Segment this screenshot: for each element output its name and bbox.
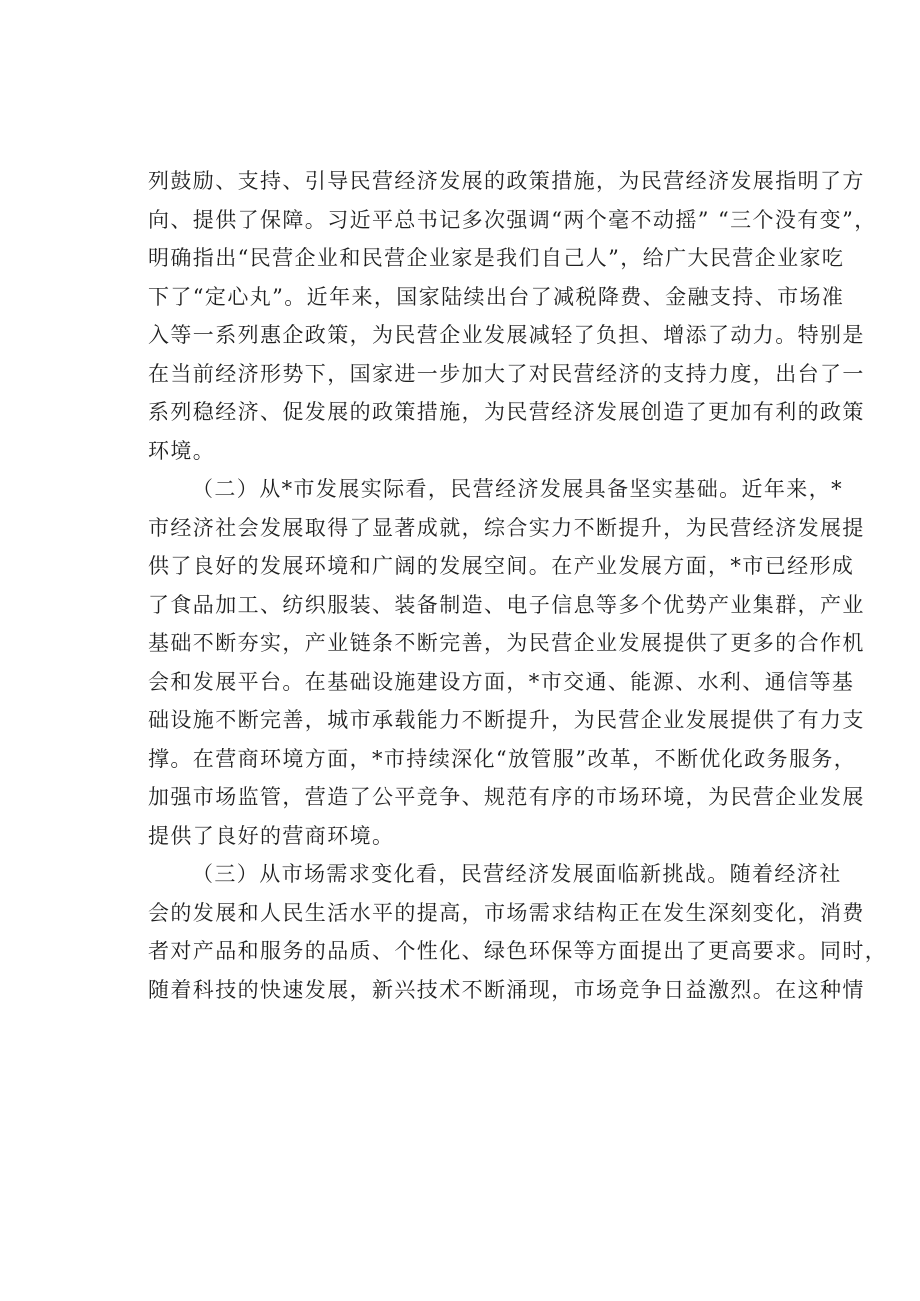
text-line: 明确指出“民营企业和民营企业家是我们自己人”，给广大民营企业家吃 (148, 246, 845, 270)
paragraph-local-development (148, 470, 865, 855)
paragraph-policy-support (148, 162, 877, 470)
text-line: 加强市场监管，营造了公平竞争、规范有序的市场环境，为民营企业发展 (148, 785, 865, 809)
text-line: 基础不断夯实，产业链条不断完善，为民营企业发展提供了更多的合作机 (148, 631, 865, 655)
text-line: 环境。 (148, 438, 216, 463)
document-body (148, 162, 888, 1009)
text-line: 提供了良好的营商环境。 (148, 823, 395, 848)
text-line: 随着科技的快速发展，新兴技术不断涌现，市场竞争日益激烈。在这种情 (148, 977, 865, 1002)
text-line: 者对产品和服务的品质、个性化、绿色环保等方面提出了更高要求。同时， (148, 939, 888, 963)
text-line: 下了“定心丸”。近年来，国家陆续出台了减税降费、金融支持、市场准 (148, 284, 845, 309)
text-line: 入等一系列惠企政策，为民营企业发展减轻了负担、增添了动力。特别是 (148, 323, 865, 347)
text-line: 在当前经济形势下，国家进一步加大了对民营经济的支持力度，出台了一 (148, 361, 865, 386)
paragraph-market-demand (148, 855, 888, 1009)
text-line: 会的发展和人民生活水平的提高，市场需求结构正在发生深刻变化，消费 (148, 900, 865, 925)
text-line: 了食品加工、纺织服装、装备制造、电子信息等多个优势产业集群，产业 (148, 592, 865, 617)
text-line: 会和发展平台。在基础设施建设方面，*市交通、能源、水利、通信等基 (148, 669, 855, 694)
text-line: （三）从市场需求变化看，民营经济发展面临新挑战。随着经济社 (192, 862, 842, 886)
text-line: （二）从*市发展实际看，民营经济发展具备坚实基础。近年来，* (192, 477, 843, 501)
text-line: 供了良好的发展环境和广阔的发展空间。在产业发展方面，*市已经形成 (148, 554, 855, 578)
text-line: 市经济社会发展取得了显著成就，综合实力不断提升，为民营经济发展提 (148, 515, 865, 540)
text-line: 撑。在营商环境方面，*市持续深化“放管服”改革，不断优化政务服务， (148, 746, 857, 771)
text-line: 向、提供了保障。习近平总书记多次强调“两个毫不动摇” “三个没有变”， (148, 207, 877, 232)
text-line: 系列稳经济、促发展的政策措施，为民营经济发展创造了更加有利的政策 (148, 400, 865, 424)
text-line: 列鼓励、支持、引导民营经济发展的政策措施，为民营经济发展指明了方 (148, 169, 865, 193)
text-line: 础设施不断完善，城市承载能力不断提升，为民营企业发展提供了有力支 (148, 708, 865, 732)
